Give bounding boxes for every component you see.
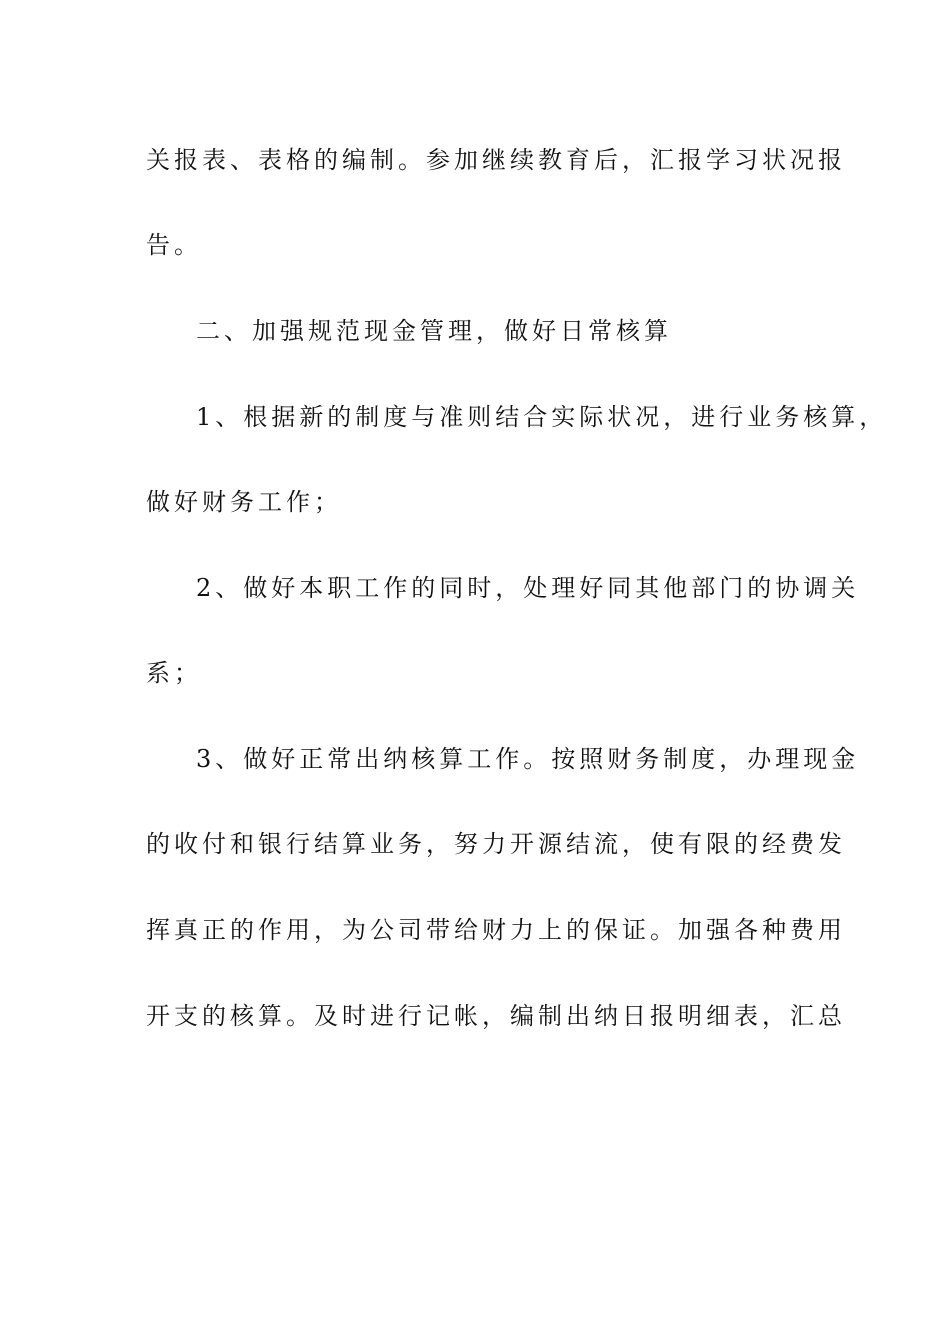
body-text-line: 挥真正的作用，为公司带给财力上的保证。加强各种费用 (146, 916, 846, 944)
body-text-line: 关报表、表格的编制。参加继续教育后，汇报学习状况报 (146, 146, 846, 174)
body-text-line: 做好财务工作； (146, 488, 342, 516)
section-heading: 二、加强规范现金管理，做好日常核算 (196, 317, 672, 345)
body-text-line: 的收付和银行结算业务，努力开源结流，使有限的经费发 (146, 830, 846, 858)
body-text-line: 系； (146, 659, 202, 687)
list-item-3-text: 3、做好正常出纳核算工作。按照财务制度，办理现金 (196, 745, 860, 773)
list-item-1-text: 1、根据新的制度与准则结合实际状况，进行业务核算， (196, 403, 888, 431)
list-item-2-text: 2、做好本职工作的同时，处理好同其他部门的协调关 (196, 574, 860, 602)
body-text-line: 开支的核算。及时进行记帐，编制出纳日报明细表，汇总 (146, 1002, 846, 1030)
body-text-line: 告。 (146, 231, 202, 259)
